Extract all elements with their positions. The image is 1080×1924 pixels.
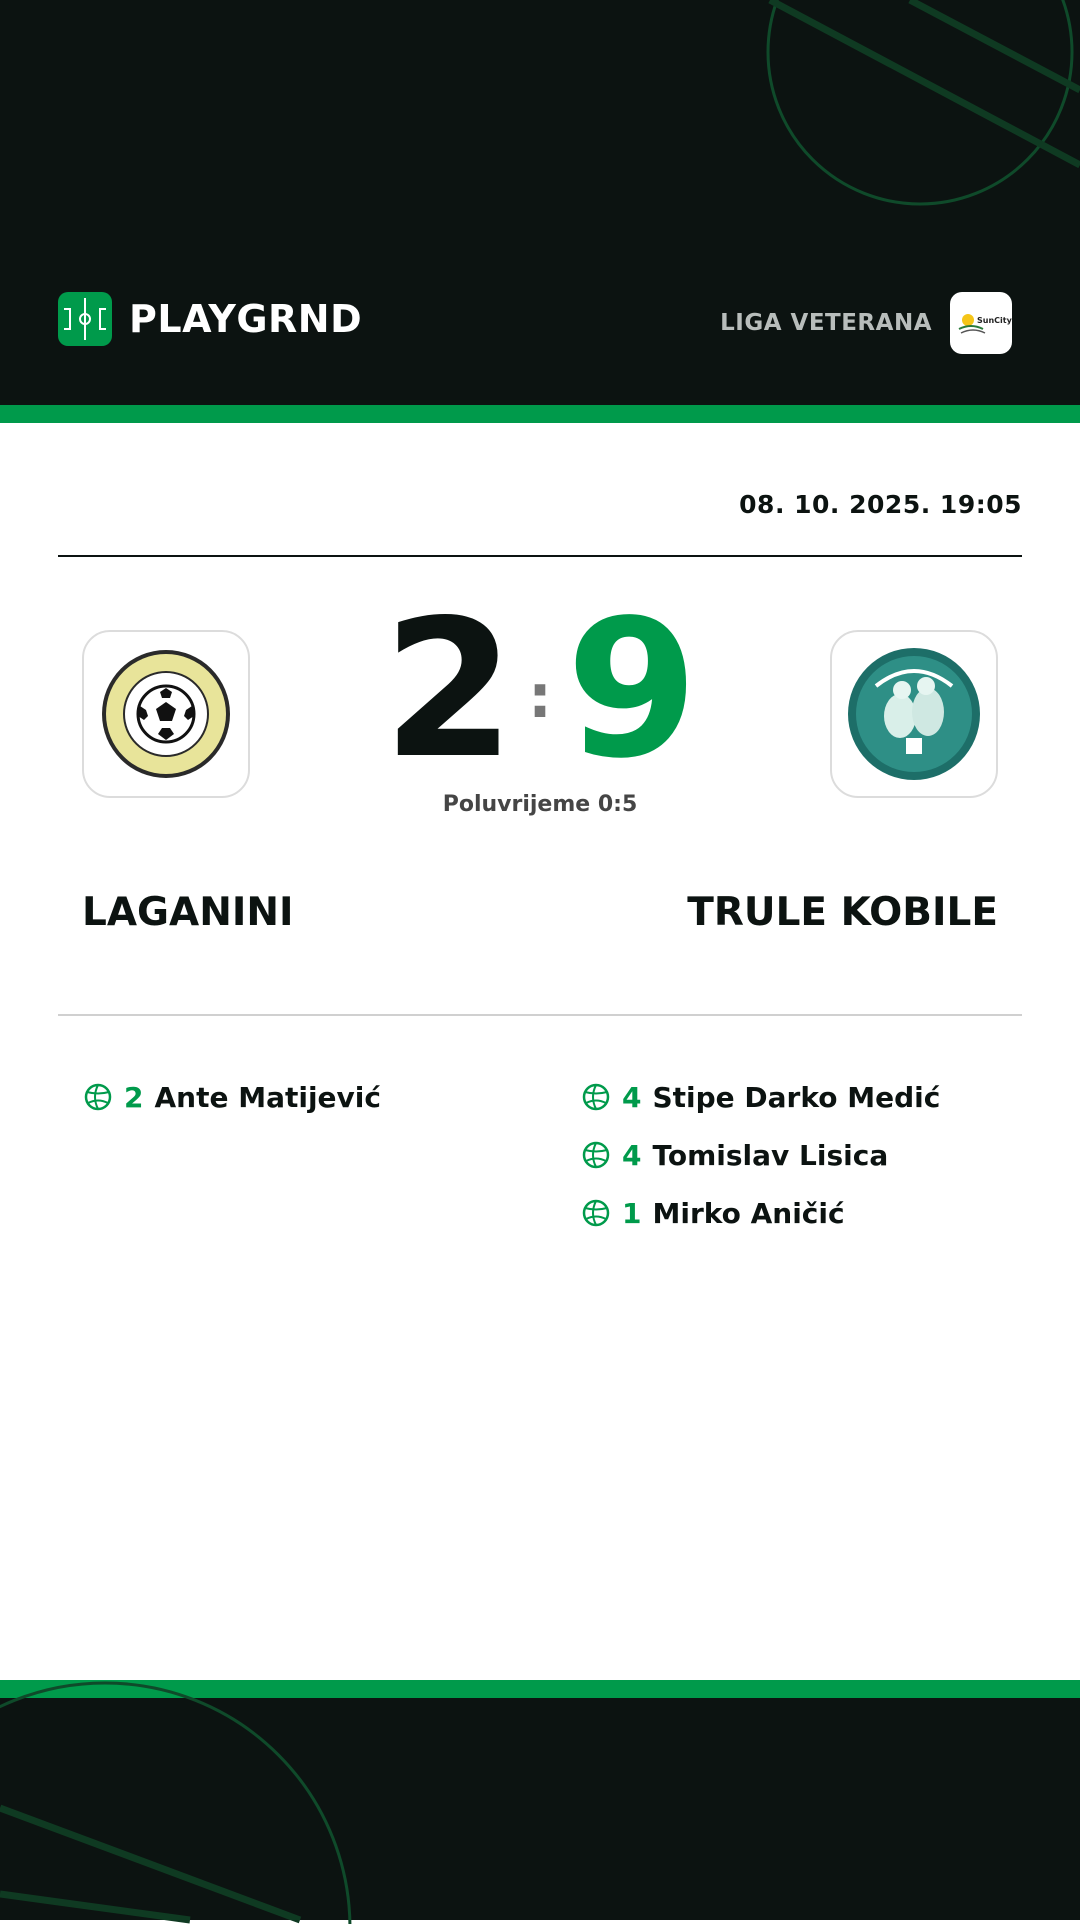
home-team-logo	[82, 630, 250, 798]
halftime-score: Poluvrijeme 0:5	[442, 792, 638, 817]
away-crest-icon	[846, 646, 982, 782]
divider	[58, 555, 1022, 557]
ball-icon	[84, 1083, 112, 1111]
home-score: 2	[382, 579, 515, 800]
footer	[0, 1698, 1080, 1920]
pitch-lines-decoration	[0, 1698, 1080, 1920]
header	[0, 0, 1080, 405]
player-name: Tomislav Lisica	[652, 1138, 889, 1172]
away-scorers-list	[582, 1068, 940, 1242]
goal-count: 4	[622, 1080, 642, 1114]
player-name: Ante Matijević	[154, 1080, 381, 1114]
away-team-name: TRULE KOBILE	[687, 890, 998, 935]
league	[720, 292, 1012, 354]
home-team-name: LAGANINI	[82, 890, 294, 935]
scorer-row	[582, 1184, 940, 1242]
ball-icon	[582, 1199, 610, 1227]
goal-count: 2	[124, 1080, 144, 1114]
home-scorers-list	[84, 1068, 381, 1126]
player-name: Mirko Aničić	[652, 1196, 845, 1230]
header-accent-bar	[0, 405, 1080, 423]
player-name: Stipe Darko Medić	[652, 1080, 941, 1114]
goal-count: 4	[622, 1138, 642, 1172]
home-crest-icon	[100, 648, 232, 780]
ball-icon	[582, 1083, 610, 1111]
ball-icon	[582, 1141, 610, 1169]
scorer-row	[582, 1126, 940, 1184]
away-team-logo	[830, 630, 998, 798]
league-name: LIGA VETERANA	[720, 310, 932, 336]
match-datetime: 08. 10. 2025. 19:05	[739, 490, 1022, 519]
brand-name: PLAYGRND	[129, 297, 363, 341]
sun-logo-icon	[957, 308, 1012, 338]
away-score: 9	[566, 579, 699, 800]
sponsor-logo	[950, 292, 1012, 354]
svg-text:SunCity: SunCity	[977, 316, 1012, 325]
score-separator: :	[528, 662, 552, 732]
pitch-icon	[58, 292, 112, 346]
goal-count: 1	[622, 1196, 642, 1230]
scorer-row	[582, 1068, 940, 1126]
divider	[58, 1014, 1022, 1016]
scorer-row	[84, 1068, 381, 1126]
brand	[58, 292, 362, 346]
scoreboard	[340, 579, 740, 800]
